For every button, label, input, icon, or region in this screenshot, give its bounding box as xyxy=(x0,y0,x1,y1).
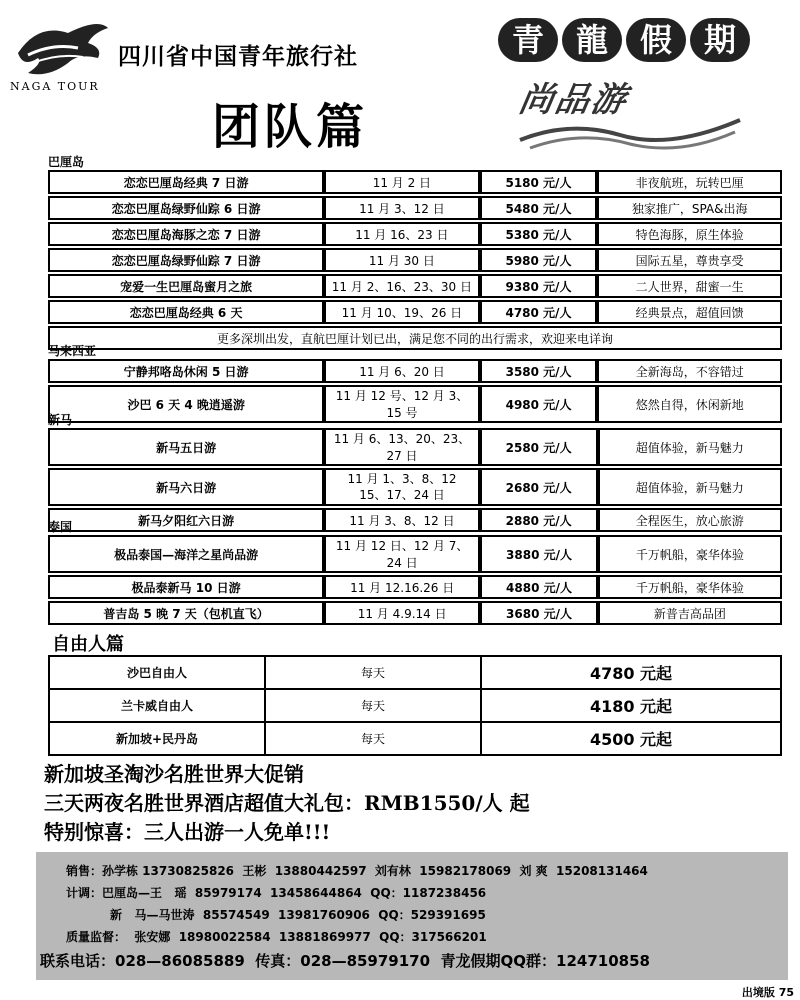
tour-name: 新马五日游 xyxy=(48,428,324,466)
tour-desc: 特色海豚，原生体验 xyxy=(597,222,782,246)
tour-price: 5180 元/人 xyxy=(480,170,598,194)
promo-line-3: 特别惊喜：三人出游一人免单!!! xyxy=(44,820,331,844)
free-frequency: 每天 xyxy=(265,722,481,755)
table-row xyxy=(48,601,782,625)
bali-note: 更多深圳出发，直航巴厘计划已出，满足您不同的出行需求，欢迎来电详询 xyxy=(48,326,782,350)
table-row xyxy=(48,428,782,466)
free-name: 新加坡+民丹岛 xyxy=(49,722,265,755)
tour-date: 11 月 4.9.14 日 xyxy=(324,601,480,625)
tour-desc: 超值体验，新马魅力 xyxy=(598,428,783,466)
tour-date: 11 月 12 日、12 月 7、24 日 xyxy=(324,535,480,573)
contact-operator-sgmy: 新 马—马世涛 85574549 13981760906 QQ：529391695 xyxy=(110,908,486,922)
tour-price: 4980 元/人 xyxy=(480,385,598,423)
section-label-sg-my: 新马 xyxy=(48,413,73,427)
table-row xyxy=(48,575,782,599)
tour-desc: 千万帆船，豪华体验 xyxy=(598,575,782,599)
table-row xyxy=(48,222,782,246)
tour-desc: 二人世界，甜蜜一生 xyxy=(597,274,782,298)
tour-price: 9380 元/人 xyxy=(480,274,598,298)
tour-desc: 国际五星，尊贵享受 xyxy=(597,248,782,272)
tour-price: 5980 元/人 xyxy=(480,248,598,272)
table-row xyxy=(49,689,781,722)
brand-char: 龍 xyxy=(562,18,622,62)
free-frequency: 每天 xyxy=(265,656,481,689)
tour-name: 新马夕阳红六日游 xyxy=(48,508,324,532)
wave-decoration-icon xyxy=(510,100,750,160)
contact-sales: 销售：孙学栋 13730825826 王彬 13880442597 刘有林 15982178069 刘 爽 15208131464 xyxy=(66,864,648,878)
tour-name: 沙巴 6 天 4 晚逍遥游 xyxy=(48,385,324,423)
table-row xyxy=(48,468,782,506)
tour-name: 恋恋巴厘岛经典 7 日游 xyxy=(48,170,324,194)
page-number: 出境版 75 xyxy=(741,986,794,999)
table-row xyxy=(48,359,782,383)
tour-desc: 非夜航班，玩转巴厘 xyxy=(597,170,782,194)
tour-desc: 全新海岛，不容错过 xyxy=(597,359,782,383)
free-price: 4500 元起 xyxy=(481,722,781,755)
contact-operator-bali: 计调：巴厘岛—王 瑶 85979174 13458644864 QQ：1187238456 xyxy=(66,886,487,900)
tour-desc: 经典景点，超值回馈 xyxy=(597,300,782,324)
free-section-title: 自由人篇 xyxy=(52,634,124,655)
free-frequency: 每天 xyxy=(265,689,481,722)
table-row xyxy=(48,385,782,423)
promo-line-2: 三天两夜名胜世界酒店超值大礼包：RMB1550/人 起 xyxy=(44,791,530,815)
free-price: 4780 元起 xyxy=(481,656,781,689)
tour-price: 5380 元/人 xyxy=(480,222,598,246)
tour-price: 4780 元/人 xyxy=(480,300,598,324)
tour-name: 恋恋巴厘岛经典 6 天 xyxy=(48,300,324,324)
section-label-malaysia: 马来西亚 xyxy=(48,344,97,358)
table-row xyxy=(49,656,781,689)
sg-my-table xyxy=(48,426,782,534)
tour-desc: 全程医生，放心旅游 xyxy=(598,508,783,532)
tour-date: 11 月 1、3、8、12 15、17、24 日 xyxy=(324,468,479,506)
free-price: 4180 元起 xyxy=(481,689,781,722)
tour-name: 极品泰新马 10 日游 xyxy=(48,575,324,599)
table-row xyxy=(48,170,782,194)
tour-price: 2880 元/人 xyxy=(480,508,598,532)
table-row xyxy=(48,300,782,324)
tour-price: 3680 元/人 xyxy=(480,601,598,625)
tour-date: 11 月 16、23 日 xyxy=(324,222,479,246)
logo-subtitle: NAGA TOUR xyxy=(10,80,100,93)
brand-char: 期 xyxy=(690,18,750,62)
tour-date: 11 月 3、8、12 日 xyxy=(324,508,479,532)
tour-name: 恋恋巴厘岛海豚之恋 7 日游 xyxy=(48,222,324,246)
tour-date: 11 月 6、20 日 xyxy=(324,359,479,383)
malaysia-table xyxy=(48,357,782,425)
tour-date: 11 月 12 号、12 月 3、15 号 xyxy=(324,385,479,423)
thailand-table xyxy=(48,533,782,627)
tour-name: 极品泰国—海洋之星尚品游 xyxy=(48,535,324,573)
tour-name: 宁静邦咯岛休闲 5 日游 xyxy=(48,359,324,383)
tour-date: 11 月 10、19、26 日 xyxy=(324,300,479,324)
table-row xyxy=(48,508,782,532)
table-row xyxy=(49,722,781,755)
tour-price: 3580 元/人 xyxy=(480,359,598,383)
contact-hotline: 联系电话：028—86085889 传真：028—85979170 青龙假期QQ群：124710858 xyxy=(40,952,650,970)
tour-name: 普吉岛 5 晚 7 天（包机直飞） xyxy=(48,601,324,625)
tour-date: 11 月 6、13、20、23、27 日 xyxy=(324,428,479,466)
bali-table xyxy=(48,168,782,352)
tour-price: 2580 元/人 xyxy=(480,428,598,466)
tour-date: 11 月 30 日 xyxy=(324,248,479,272)
tour-date: 11 月 12.16.26 日 xyxy=(324,575,480,599)
tour-price: 2680 元/人 xyxy=(480,468,598,506)
tour-desc: 悠然自得，休闲新地 xyxy=(597,385,782,423)
free-name: 沙巴自由人 xyxy=(49,656,265,689)
brand-char: 青 xyxy=(498,18,558,62)
table-row xyxy=(48,196,782,220)
brand-char: 假 xyxy=(626,18,686,62)
contact-quality: 质量监督： 张安娜 18980022584 13881869977 QQ：317566201 xyxy=(66,930,487,944)
tour-date: 11 月 2 日 xyxy=(324,170,479,194)
tour-name: 宠爱一生巴厘岛蜜月之旅 xyxy=(48,274,324,298)
tour-name: 恋恋巴厘岛绿野仙踪 6 日游 xyxy=(48,196,324,220)
tour-date: 11 月 2、16、23、30 日 xyxy=(324,274,479,298)
free-table xyxy=(48,655,782,756)
tour-date: 11 月 3、12 日 xyxy=(324,196,479,220)
free-name: 兰卡威自由人 xyxy=(49,689,265,722)
brand-slogan: 尚品游 xyxy=(515,80,631,120)
table-row xyxy=(48,248,782,272)
section-label-thailand: 泰国 xyxy=(48,520,73,534)
tour-name: 恋恋巴厘岛绿野仙踪 7 日游 xyxy=(48,248,324,272)
tour-price: 5480 元/人 xyxy=(480,196,598,220)
table-row xyxy=(48,535,782,573)
table-row xyxy=(48,326,782,350)
tour-price: 4880 元/人 xyxy=(480,575,598,599)
tour-desc: 千万帆船，豪华体验 xyxy=(598,535,782,573)
team-section-title: 团队篇 xyxy=(212,99,369,155)
tour-desc: 独家推广，SPA&出海 xyxy=(597,196,782,220)
promo-line-1: 新加坡圣淘沙名胜世界大促销 xyxy=(44,762,304,786)
section-label-bali: 巴厘岛 xyxy=(48,155,85,169)
brand-logo xyxy=(498,18,758,66)
agency-name: 四川省中国青年旅行社 xyxy=(118,44,358,70)
tour-desc: 超值体验，新马魅力 xyxy=(598,468,783,506)
tour-desc: 新普吉高品团 xyxy=(598,601,782,625)
tour-name: 新马六日游 xyxy=(48,468,324,506)
table-row xyxy=(48,274,782,298)
tour-price: 3880 元/人 xyxy=(480,535,598,573)
